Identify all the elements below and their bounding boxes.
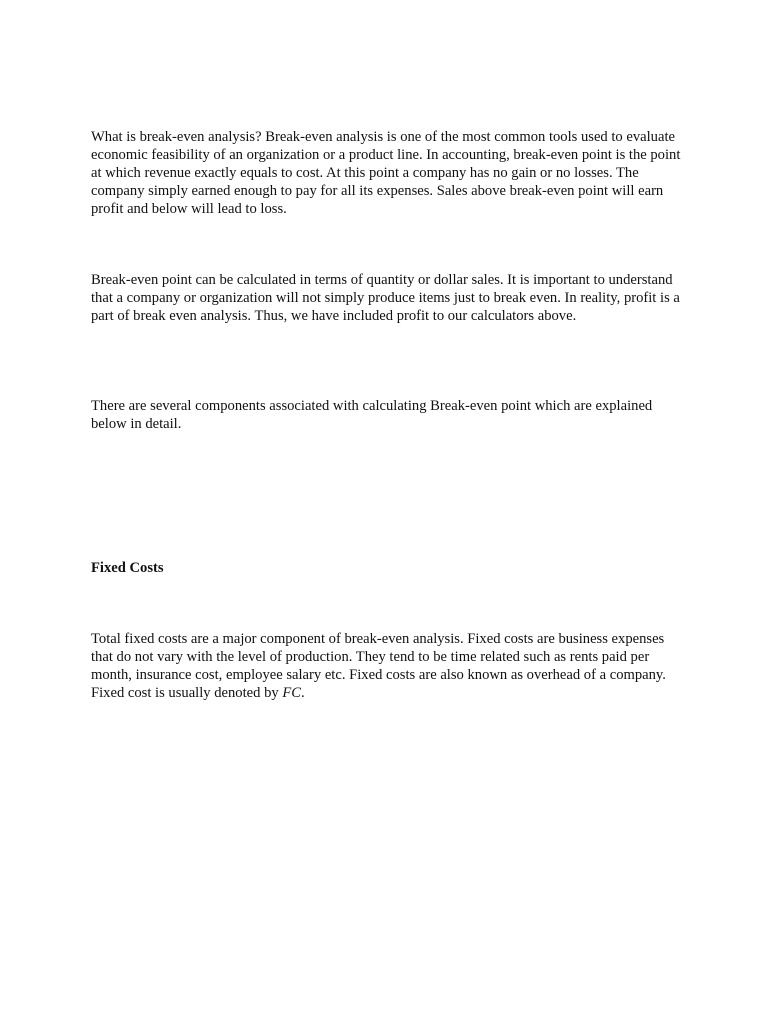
paragraph-end-punctuation: .	[300, 685, 305, 701]
paragraph-calculation	[91, 271, 681, 325]
heading-text: Fixed Costs	[91, 560, 164, 576]
paragraph-fixed-costs	[91, 630, 681, 702]
section-heading-fixed-costs	[91, 559, 681, 577]
paragraph-text: What is break-even analysis? Break-even analysis is one of the most common tools used to evaluate economic feasibility of an organization or a product line. In accounting, break-even point is the point at which revenue exactly equals to cost. At this point a company has no gain or no losses. The company simply earned enough to pay for all its expenses. Sales above break-even point will earn profit and below will lead to loss.	[91, 129, 681, 217]
fixed-cost-symbol: FC	[282, 685, 301, 701]
paragraph-text	[91, 630, 681, 702]
paragraph-text: There are several components associated with calculating Break-even point which are explained below in detail.	[91, 398, 653, 432]
paragraph-intro	[91, 128, 681, 218]
paragraph-text: Break-even point can be calculated in terms of quantity or dollar sales. It is important to understand that a company or organization will not simply produce items just to break even. In reality, profit is a part of break even analysis. Thus, we have included profit to our calculators above.	[91, 272, 680, 324]
paragraph-main-text: Total fixed costs are a major component of break-even analysis. Fixed costs are business expenses that do not vary with the level of production. They tend to be time related such as rents paid per month, insurance cost, employee salary etc. Fixed costs are also known as overhead of a company. Fixed cost is usually denoted by	[91, 631, 666, 701]
paragraph-components	[91, 397, 681, 433]
